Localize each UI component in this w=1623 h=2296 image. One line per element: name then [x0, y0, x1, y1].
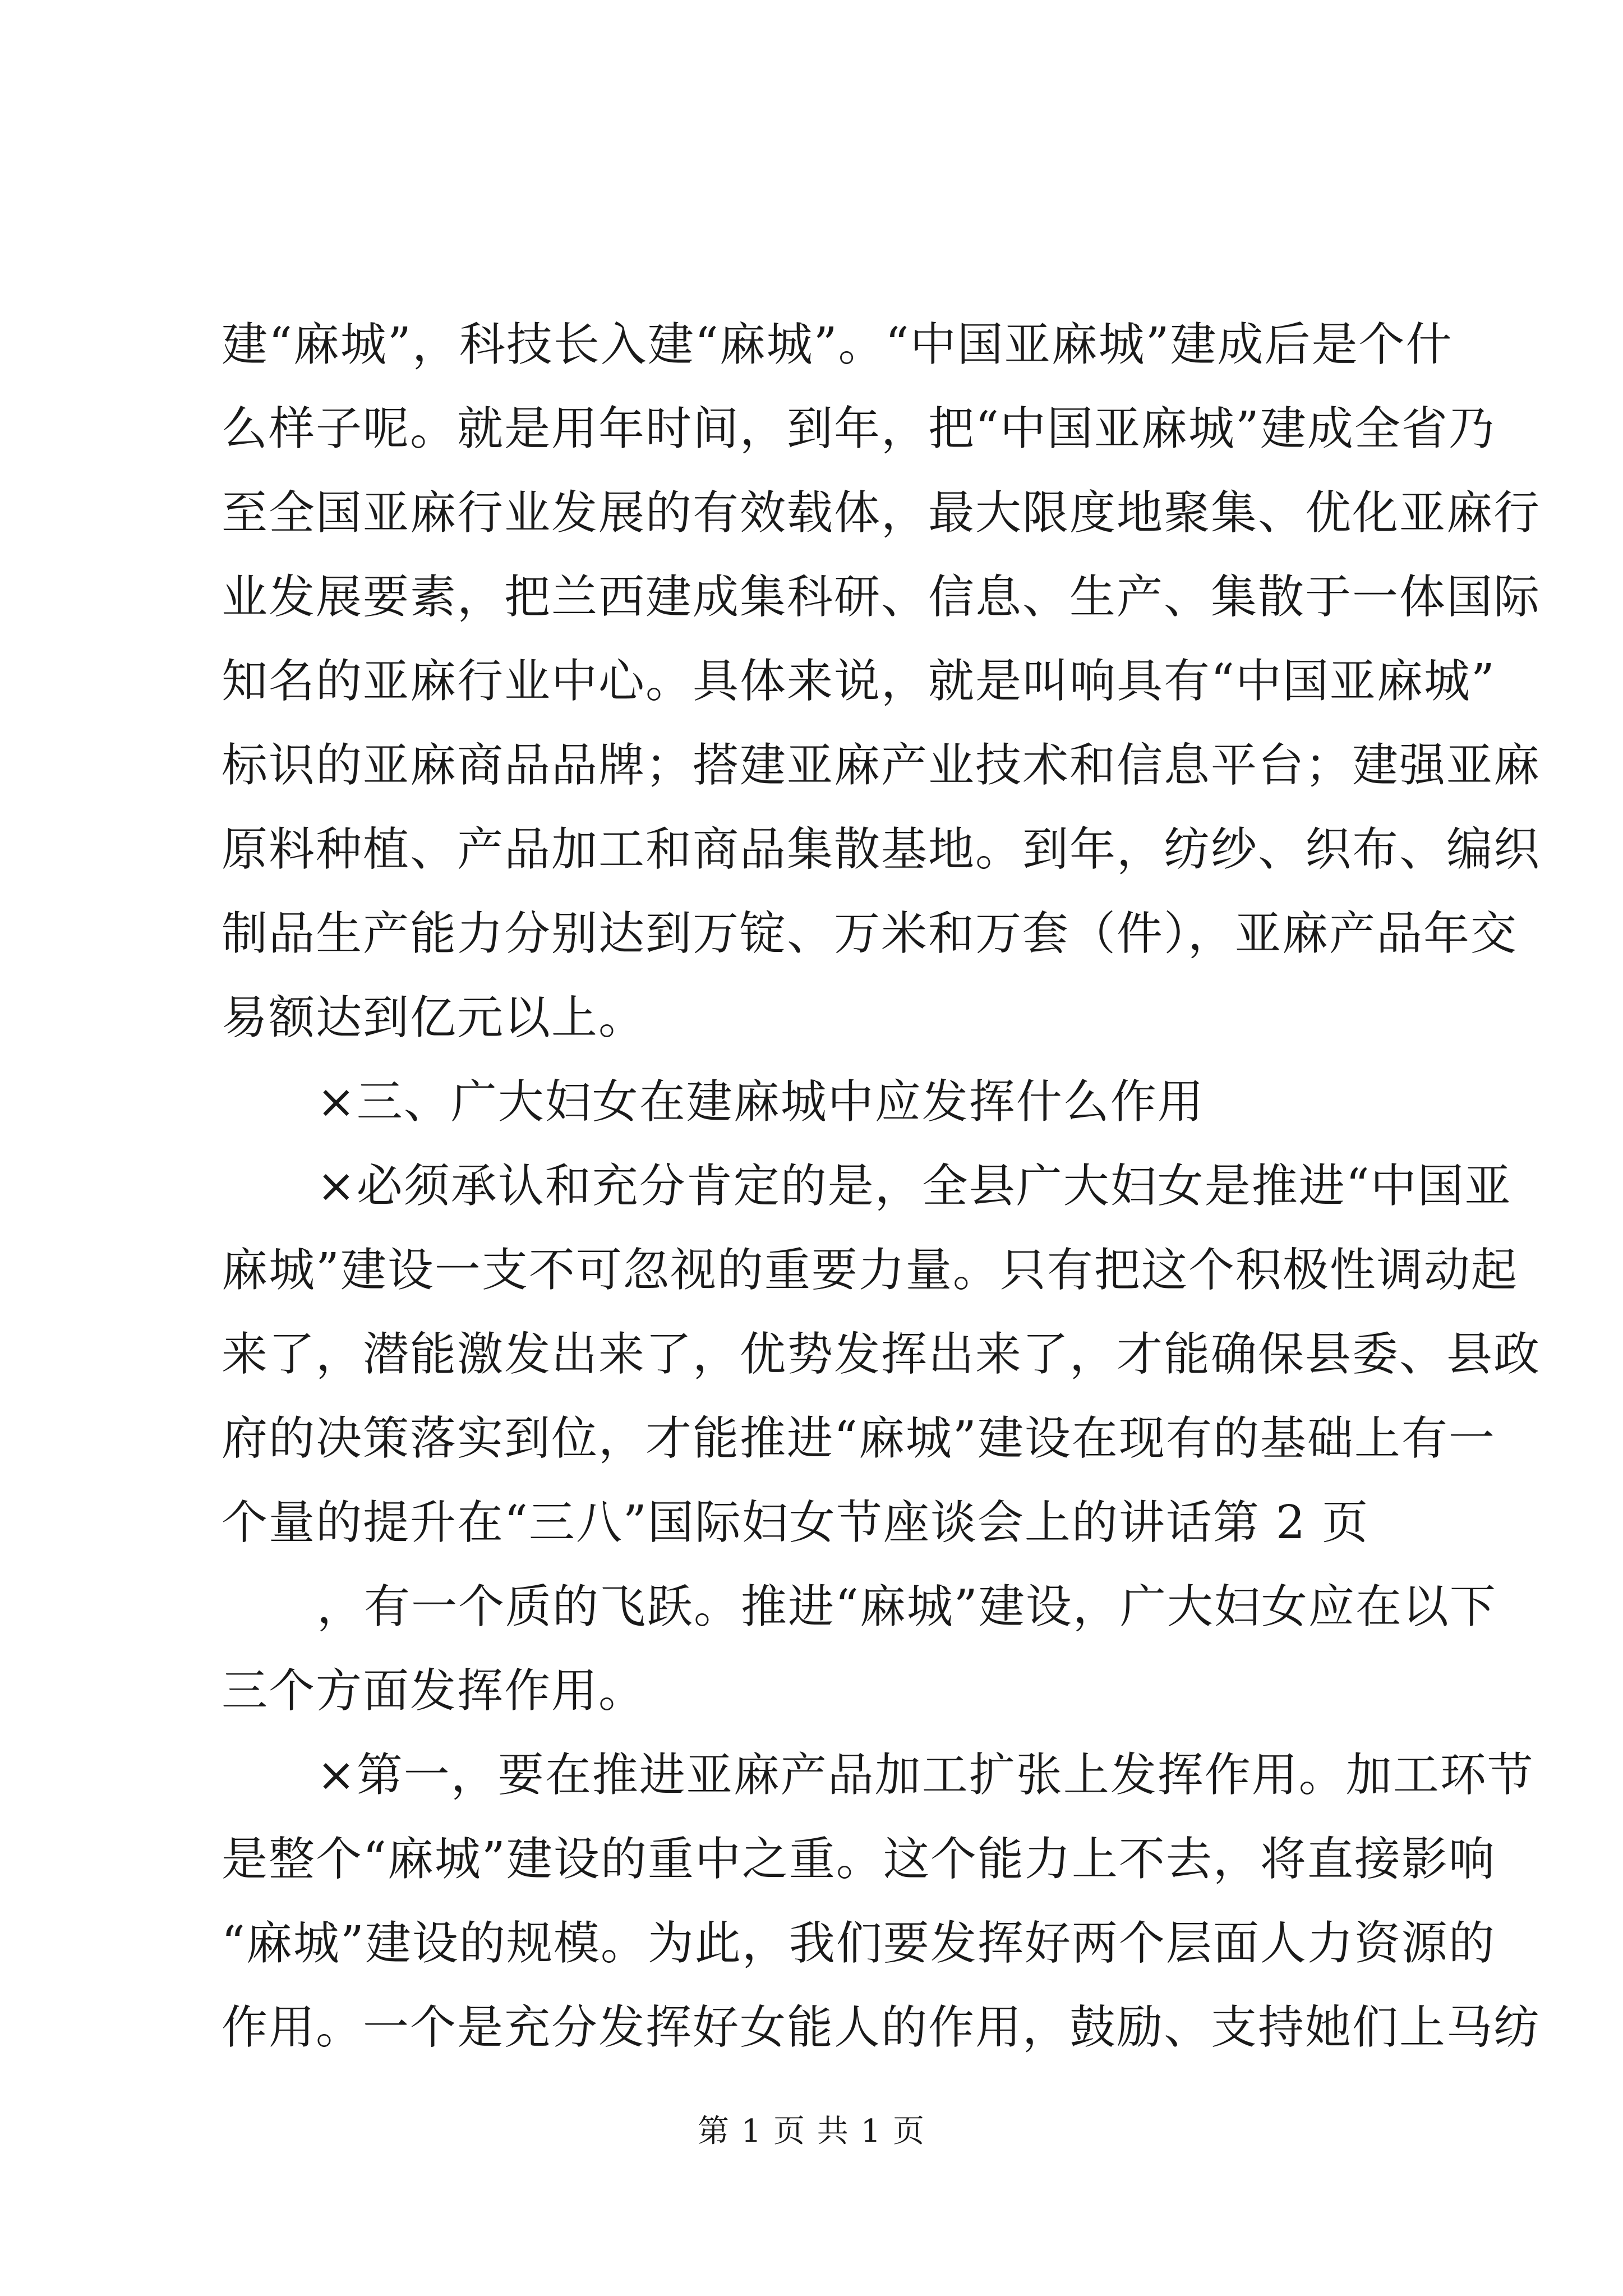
text-line: 易额达到亿元以上。	[222, 991, 646, 1045]
section-heading: ×三、广大妇女在建麻城中应发挥什么作用	[317, 1075, 1205, 1129]
text-line: 个量的提升在“三八”国际妇女节座谈会上的讲话第 2 页	[222, 1496, 1370, 1549]
text-line: 是整个“麻城”建设的重中之重。这个能力上不去，将直接影响	[222, 1833, 1496, 1886]
text-line: 麻城”建设一支不可忽视的重要力量。只有把这个积极性调动起	[222, 1244, 1518, 1297]
text-line: 业发展要素，把兰西建成集科研、信息、生产、集散于一体国际	[222, 570, 1541, 624]
text-line: ×必须承认和充分肯定的是，全县广大妇女是推进“中国亚	[317, 1159, 1512, 1213]
text-line: 么样子呢。就是用年时间，到年，把“中国亚麻城”建成全省乃	[222, 402, 1496, 455]
text-line: 作用。一个是充分发挥好女能人的作用，鼓励、支持她们上马纺	[222, 2001, 1541, 2054]
text-line: ×第一，要在推进亚麻产品加工扩张上发挥作用。加工环节	[317, 1749, 1534, 1802]
text-line: 至全国亚麻行业发展的有效载体，最大限度地聚集、优化亚麻行	[222, 486, 1541, 540]
text-line: 知名的亚麻行业中心。具体来说，就是叫响具有“中国亚麻城”	[222, 655, 1496, 708]
text-line: 原料种植、产品加工和商品集散基地。到年，纺纱、织布、编织	[222, 823, 1541, 876]
text-line: 建“麻城”，科技长入建“麻城”。“中国亚麻城”建成后是个什	[222, 318, 1453, 371]
text-line: 三个方面发挥作用。	[222, 1664, 646, 1718]
text-line: 标识的亚麻商品品牌；搭建亚麻产业技术和信息平台；建强亚麻	[222, 739, 1541, 792]
text-line: ，有一个质的飞跃。推进“麻城”建设，广大妇女应在以下	[317, 1580, 1497, 1634]
text-line: 来了，潜能激发出来了，优势发挥出来了，才能确保县委、县政	[222, 1328, 1541, 1381]
text-line: 府的决策落实到位，才能推进“麻城”建设在现有的基础上有一	[222, 1412, 1496, 1465]
page-footer: 第 1 页 共 1 页	[697, 2113, 926, 2150]
text-line: “麻城”建设的规模。为此，我们要发挥好两个层面人力资源的	[222, 1917, 1496, 1970]
text-line: 制品生产能力分别达到万锭、万米和万套（件），亚麻产品年交	[222, 907, 1518, 960]
